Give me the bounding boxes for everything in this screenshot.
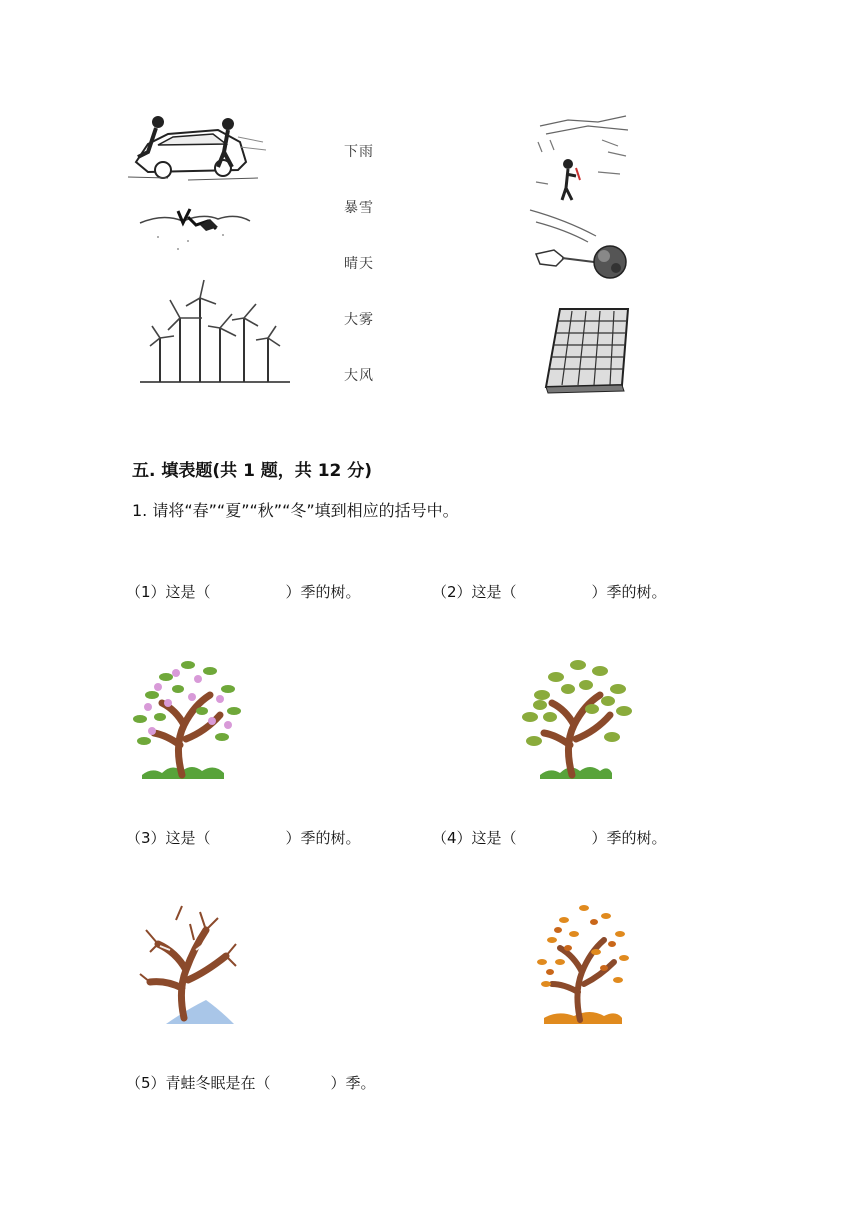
snowbound-scene-picture [138, 205, 253, 259]
blizzard-scene-picture [528, 112, 633, 208]
weather-word-wind: 大风 [344, 368, 374, 384]
weather-word-sunny: 晴天 [344, 256, 374, 272]
weather-word-blizzard: 暴雪 [344, 200, 374, 216]
item-2: （2）这是（ ）季的树。 [432, 583, 667, 601]
item-3: （3）这是（ ）季的树。 [126, 829, 361, 847]
winter-tree-picture [136, 900, 240, 1030]
question-text: 1. 请将“春”“夏”“秋”“冬”填到相应的括号中。 [132, 501, 459, 520]
item-5: （5）青蛙冬眠是在（ ）季。 [126, 1074, 376, 1092]
spring-tree-picture [132, 655, 244, 787]
solar-panel-picture [542, 305, 632, 397]
summer-tree-picture [520, 655, 632, 787]
section-title: 五. 填表题(共 1 题，共 12 分) [132, 461, 373, 481]
weather-word-fog: 大雾 [344, 312, 374, 328]
autumn-tree-picture [534, 900, 630, 1030]
item-1: （1）这是（ ）季的树。 [126, 583, 361, 601]
car-pushing-picture [128, 112, 268, 191]
item-4: （4）这是（ ）季的树。 [432, 829, 667, 847]
wind-blowing-picture [526, 206, 631, 295]
weather-word-rain: 下雨 [344, 144, 374, 160]
wind-turbines-picture [140, 278, 290, 390]
